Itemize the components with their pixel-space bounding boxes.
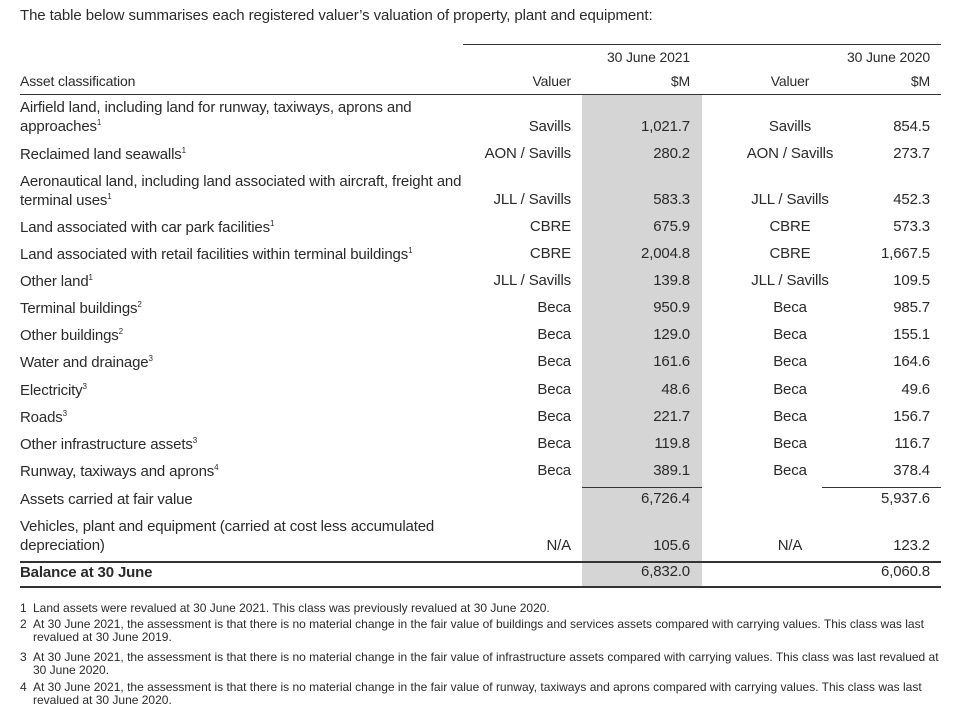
valuer-2021: Beca (537, 353, 571, 370)
value-2020: 156.7 (893, 408, 930, 425)
header-period-2021: 30 June 2021 (606, 49, 690, 65)
row-label (20, 299, 465, 318)
valuer-2021: Beca (537, 326, 571, 343)
valuer-2021: AON / Savills (484, 145, 571, 162)
subtotal-rule-2021 (582, 487, 702, 488)
value-2020: 1,667.5 (881, 245, 930, 262)
value-2020: 573.3 (893, 218, 930, 235)
value-2021: 129.0 (653, 326, 690, 343)
footnote-marker: 3 (148, 354, 153, 363)
total-bottom-rule (20, 586, 941, 588)
value-2021: 2,004.8 (641, 245, 690, 262)
row-label-text: Assets carried at fair value (20, 491, 193, 508)
row-label-text: Vehicles, plant and equipment (carried at cost less accumulated depreciation) (20, 518, 435, 554)
valuer-2021: Beca (537, 381, 571, 398)
row-label (20, 408, 465, 427)
footnote-marker: 1 (269, 219, 275, 228)
value-2020: 155.1 (893, 326, 930, 343)
row-label (20, 490, 465, 509)
footnote-marker: 2 (137, 300, 142, 309)
row-label (20, 517, 465, 555)
value-2021: 48.6 (661, 381, 690, 398)
footnote-marker: 1 (408, 246, 413, 255)
value-2020: 378.4 (893, 462, 930, 479)
value-2020: 49.6 (901, 381, 930, 398)
footnote (20, 681, 945, 707)
row-label-text: Other buildings (20, 327, 119, 344)
row-label (20, 145, 465, 164)
row-label-text: Roads (20, 409, 63, 426)
valuer-2020: Beca (773, 353, 807, 370)
footnote-number: 1 (20, 601, 27, 615)
footnote-text: At 30 June 2021, the assessment is that there is no material change in the fair value of buildings and services assets compared with carrying values. This class was last revalued at 30 June 2019. (33, 617, 924, 644)
header-unit-2021: $M (670, 73, 690, 89)
footnote-marker: 1 (88, 273, 93, 282)
row-label-text: Land associated with retail facilities within terminal buildings (20, 246, 409, 263)
footnote-marker: 1 (107, 192, 112, 201)
footnote (20, 618, 945, 644)
row-label-text: Runway, taxiways and aprons (20, 463, 215, 480)
row-label-text: Land associated with car park facilities (20, 219, 270, 236)
row-label-text: Water and drainage (20, 354, 149, 371)
valuer-2021: JLL / Savills (493, 272, 571, 289)
valuer-2020: CBRE (769, 245, 811, 262)
valuer-2021: N/A (546, 537, 571, 554)
valuer-2020: Beca (773, 435, 807, 452)
valuer-2021: Beca (537, 299, 571, 316)
valuer-2020: CBRE (769, 218, 811, 235)
value-2021: 119.8 (654, 435, 690, 452)
value-2021: 6,726.4 (641, 490, 690, 507)
footnote-number: 2 (20, 617, 27, 631)
valuer-2020: Beca (773, 408, 807, 425)
row-label-text: Aeronautical land, including land associated with aircraft, freight and terminal uses (20, 173, 462, 209)
header-unit-2020: $M (910, 73, 930, 89)
header-valuer-2020: Valuer (770, 73, 810, 89)
valuer-2020: Beca (773, 299, 807, 316)
valuer-2020: Beca (773, 381, 807, 398)
value-2020: 123.2 (893, 537, 930, 554)
value-2020: 116.7 (894, 435, 930, 452)
valuer-2021: JLL / Savills (493, 191, 571, 208)
row-label-text: Other land (20, 273, 89, 290)
valuer-2020: AON / Savills (746, 145, 834, 162)
row-label (20, 353, 465, 372)
row-label (20, 326, 465, 345)
subtotal-rule-2020 (822, 487, 941, 488)
value-2020: 452.3 (893, 191, 930, 208)
valuer-2021: CBRE (529, 245, 571, 262)
valuer-2020: JLL / Savills (751, 272, 829, 289)
footnote-text: Land assets were revalued at 30 June 2021. This class was previously revalued at 30 June 2020. (33, 601, 550, 615)
footnote-marker: 3 (192, 436, 197, 445)
valuer-2021: Beca (537, 408, 571, 425)
row-label-text: Electricity (20, 382, 83, 399)
footnote-marker: 3 (82, 382, 87, 391)
valuer-2021: Savills (528, 118, 571, 135)
row-label (20, 563, 465, 582)
value-2020: 164.6 (893, 353, 930, 370)
value-2020: 985.7 (893, 299, 930, 316)
intro-text: The table below summarises each registered valuer’s valuation of property, plant and equipment: (20, 7, 653, 24)
valuer-2020: Beca (773, 462, 807, 479)
header-period-2020: 30 June 2020 (846, 49, 930, 65)
row-label-text: Airfield land, including land for runway, taxiways, aprons and approaches (20, 99, 412, 135)
value-2020: 273.7 (893, 145, 930, 162)
footnote (20, 651, 945, 677)
value-2021: 139.8 (653, 272, 690, 289)
header-asset-classification: Asset classification (20, 73, 136, 89)
value-2021: 950.9 (653, 299, 690, 316)
value-2021: 161.6 (653, 353, 690, 370)
valuer-2021: CBRE (529, 218, 571, 235)
row-label-text: Other infrastructure assets (20, 436, 193, 453)
valuer-2020: N/A (777, 537, 803, 554)
footnote-number: 3 (20, 650, 27, 664)
valuer-2020: Beca (773, 326, 807, 343)
footnote-marker: 1 (181, 146, 186, 155)
value-2020: 5,937.6 (881, 490, 930, 507)
value-2021: 389.1 (653, 462, 690, 479)
footnote-marker: 2 (118, 327, 123, 336)
row-label (20, 462, 465, 481)
valuer-2021: Beca (537, 462, 571, 479)
row-label-text: Reclaimed land seawalls (20, 146, 182, 163)
footnote-marker: 4 (214, 463, 219, 472)
footnote (20, 602, 945, 615)
value-2021: 221.7 (653, 408, 690, 425)
footnote-text: At 30 June 2021, the assessment is that there is no material change in the fair value of infrastructure assets compared with carrying values. This class was last revalued at 30 June 2020. (33, 650, 939, 677)
valuer-2020: JLL / Savills (751, 191, 829, 208)
value-2021: 675.9 (653, 218, 690, 235)
valuer-2020: Savills (768, 118, 812, 135)
footnote-marker: 1 (96, 118, 102, 127)
header-bottom-rule (20, 94, 941, 95)
value-2021: 105.6 (653, 537, 690, 554)
row-label (20, 245, 465, 264)
header-top-rule (463, 44, 941, 45)
row-label (20, 272, 465, 291)
row-label (20, 98, 465, 136)
value-2020: 6,060.8 (881, 563, 930, 580)
row-label-text: Balance at 30 June (20, 564, 153, 581)
row-label (20, 172, 465, 210)
row-label (20, 435, 465, 454)
row-label (20, 381, 465, 400)
row-label-text: Terminal buildings (20, 300, 138, 317)
valuer-2021: Beca (537, 435, 571, 452)
header-valuer-2021: Valuer (532, 73, 571, 89)
value-2020: 109.5 (893, 272, 930, 289)
value-2021: 583.3 (653, 191, 690, 208)
value-2021: 280.2 (653, 145, 690, 162)
value-2021: 1,021.7 (641, 118, 690, 135)
footnote-number: 4 (20, 680, 27, 694)
footnote-text: At 30 June 2021, the assessment is that there is no material change in the fair value of runway, taxiways and aprons compared with carrying values. This class was last revalued at 30 June 2020. (33, 680, 922, 707)
value-2021: 6,832.0 (641, 563, 690, 580)
value-2020: 854.5 (893, 118, 930, 135)
row-label (20, 218, 465, 237)
footnote-marker: 3 (62, 409, 67, 418)
